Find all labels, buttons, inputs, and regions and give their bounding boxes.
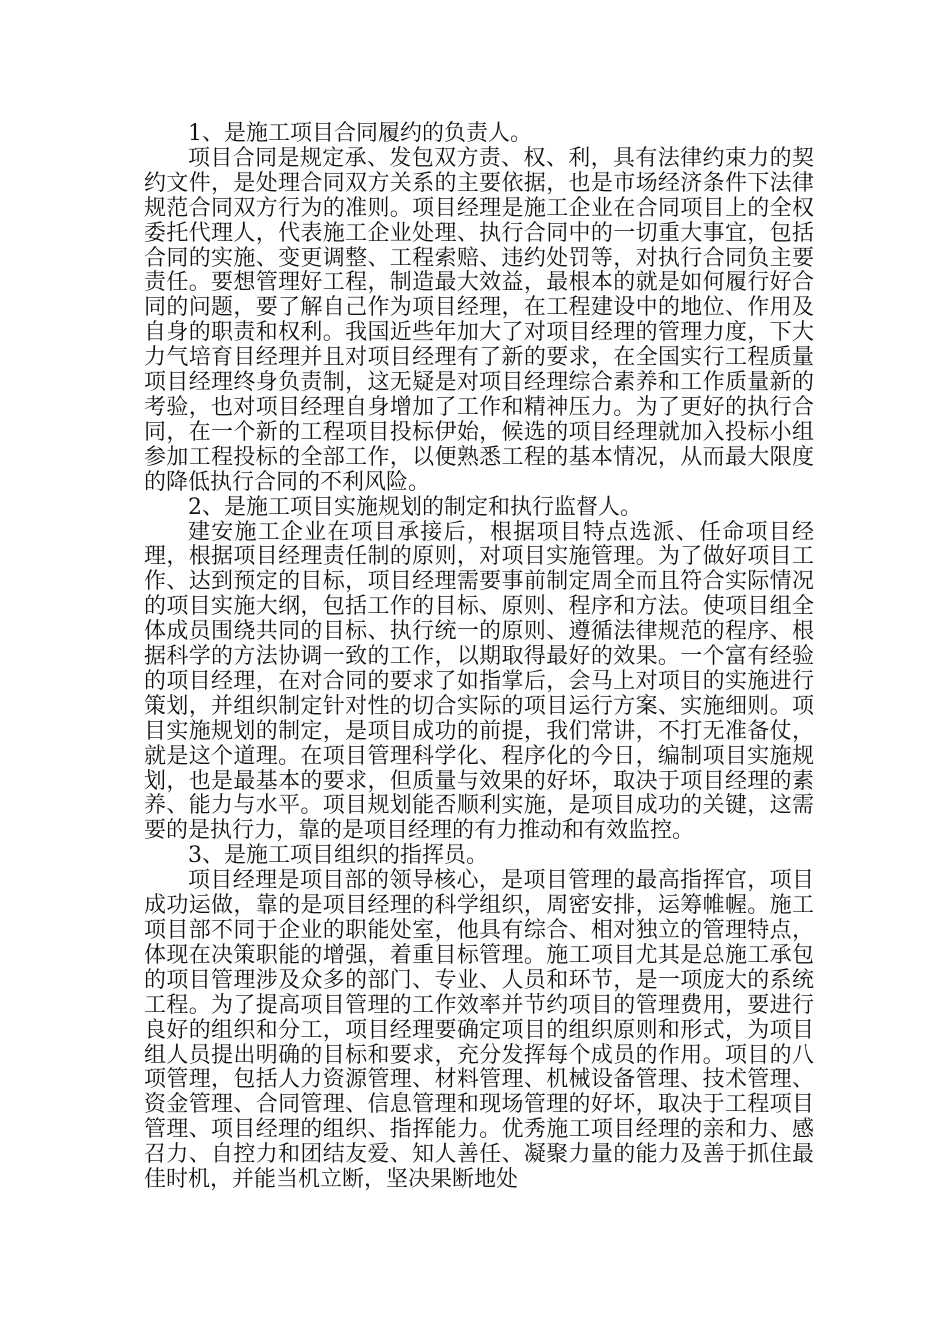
- section-2-body: 建安施工企业在项目承接后，根据项目特点选派、任命项目经理，根据项目经理责任制的原则，对项目实施管理。为了做好项目工作、达到预定的目标，项目经理需要事前制定周全而且符合实际情况的项目实施大纲，包括工作的目标、原则、程序和方法。使项目组全体成员围绕共同的目标、执行统一的原则、遵循法律规范的程序、根据科学的方法协调一致的工作，以期取得最好的效果。一个富有经验的项目经理，在对合同的要求了如指掌后，会马上对项目的实施进行策划，并组织制定针对性的切合实际的项目运行方案、实施细则。项目实施规划的制定，是项目成功的前提，我们常讲，不打无准备仗，就是这个道理。在项目管理科学化、程序化的今日，编制项目实施规划，也是最基本的要求，但质量与效果的好坏，取决于项目经理的素养、能力与水平。项目规划能否顺利实施，是项目成功的关键，这需要的是执行力，靠的是项目经理的有力推动和有效监控。: [144, 519, 814, 844]
- section-3-body: 项目经理是项目部的领导核心，是项目管理的最高指挥官，项目成功运做，靠的是项目经理的科学组织，周密安排，运筹帷幄。施工项目部不同于企业的职能处室，他具有综合、相对独立的管理特点，体现在决策职能的增强，着重目标管理。施工项目尤其是总施工承包的项目管理涉及众多的部门、专业、人员和环节，是一项庞大的系统工程。为了提高项目管理的工作效率并节约项目的管理费用，要进行良好的组织和分工，项目经理要确定项目的组织原则和形式，为项目组人员提出明确的目标和要求，充分发挥每个成员的作用。项目的八项管理，包括人力资源管理、材料管理、机械设备管理、技术管理、资金管理、合同管理、信息管理和现场管理的好坏，取决于工程项目管理、项目经理的组织、指挥能力。优秀施工项目经理的亲和力、感召力、自控力和团结友爱、知人善任、凝聚力量的能力及善于抓住最佳时机，并能当机立断，坚决果断地处: [144, 868, 814, 1193]
- section-3-heading: 3、是施工项目组织的指挥员。: [188, 843, 488, 869]
- document-page: [144, 122, 814, 1193]
- section-1-heading: 1、是施工项目合同履约的负责人。: [188, 121, 532, 146]
- section-2-heading: 2、是施工项目实施规划的制定和执行监督人。: [188, 494, 642, 520]
- section-1-body: 项目合同是规定承、发包双方责、权、利，具有法律约束力的契约文件，是处理合同双方关系的主要依据，也是市场经济条件下法律规范合同双方行为的准则。项目经理是施工企业在合同项目上的全权委托代理人，代表施工企业处理、执行合同中的一切重大事宜，包括合同的实施、变更调整、工程索赔、违约处罚等，对执行合同负主要责任。要想管理好工程，制造最大效益，最根本的就是如何履行好合同的问题，要了解自己作为项目经理，在工程建设中的地位、作用及自身的职责和权利。我国近些年加大了对项目经理的管理力度，下大力气培育目经理并且对项目经理有了新的要求，在全国实行工程质量项目经理终身负责制，这无疑是对项目经理综合素养和工作质量新的考验，也对项目经理自身增加了工作和精神压力。为了更好的执行合同，在一个新的工程项目投标伊始，候选的项目经理就加入投标小组参加工程投标的全部工作，以便熟悉工程的基本情况，从而最大限度的降低执行合同的不利风险。: [144, 145, 814, 495]
